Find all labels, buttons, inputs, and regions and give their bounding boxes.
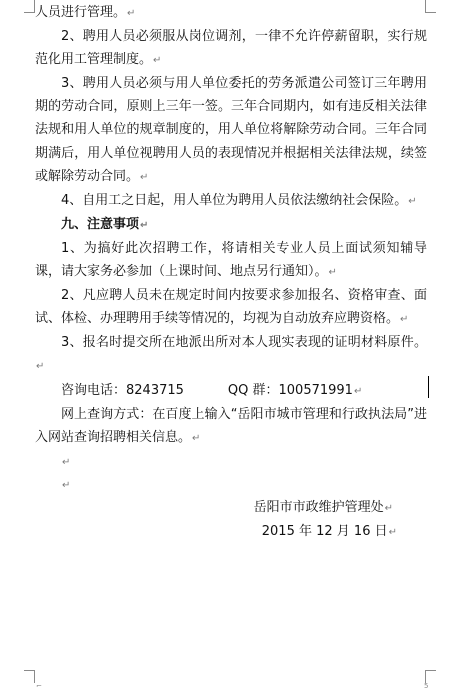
paragraph: [35, 1, 427, 25]
contact-line: [35, 379, 427, 403]
paragraph-mark-icon: ↵: [140, 219, 149, 231]
crop-mark-top-left: [24, 0, 35, 13]
page-number: 5: [424, 682, 429, 690]
paragraph-mark-icon: ↵: [192, 432, 201, 444]
paragraph: [35, 237, 427, 284]
paragraph-mark-icon: ↵: [36, 361, 45, 373]
document-body[interactable]: [35, 1, 427, 544]
paragraph-text: 2、凡应聘人员未在规定时间内按要求参加报名、资格审查、面试、体检、办理聘用手续等情况的，均视为自动放弃应聘资格。: [35, 288, 427, 327]
paragraph-text: 3、报名时提交所在地派出所对本人现实表现的证明材料原件。: [61, 335, 427, 351]
paragraph: [35, 331, 427, 378]
paragraph-mark-icon: ↵: [328, 267, 337, 279]
paragraph-text: 2、聘用人员必须服从岗位调剂，一律不允许停薪留职，实行规范化用工管理制度。: [35, 29, 427, 68]
paragraph: [35, 284, 427, 331]
paragraph-mark-icon: ↵: [62, 479, 71, 491]
signature-org: [35, 496, 427, 520]
paragraph-text: 人员进行管理。: [35, 5, 127, 20]
paragraph-mark-icon: ↵: [153, 55, 162, 67]
text-cursor: [428, 376, 429, 398]
contact-phone: 咨询电话：8243715: [61, 382, 184, 398]
paragraph-text: 3、聘用人员必须与用人单位委托的劳务派遣公司签订三年聘用期的劳动合同，原则上三年一签。三年合同期内，如有违反相关法律法规和用人单位的规章制度的，用人单位将解除劳动合同。三年合同期满后，用人单位视聘用人员的表现情况并根据相关法律法规，续签或解除劳动合同。: [35, 76, 427, 184]
paragraph-text: 4、自用工之日起，用人单位为聘用人员依法缴纳社会保险。: [61, 192, 408, 208]
footer-mark-icon: ⌐: [36, 682, 42, 690]
paragraph-mark-icon: ↵: [384, 502, 393, 514]
paragraph: [35, 72, 427, 188]
paragraph-mark-icon: ↵: [388, 527, 397, 539]
paragraph-mark-icon: ↵: [62, 456, 71, 468]
signature-org-text: 岳阳市市政维护管理处: [253, 499, 384, 515]
empty-line: [35, 450, 427, 473]
section-heading-text: 九、注意事项: [61, 216, 140, 232]
paragraph: [35, 25, 427, 72]
paragraph-mark-icon: ↵: [353, 385, 363, 397]
crop-mark-bottom-left: [24, 670, 35, 683]
section-heading: [35, 213, 427, 237]
signature-date-text: 2015 年 12 月 16 日: [261, 524, 388, 540]
online-query-paragraph: [35, 403, 427, 450]
paragraph-text: 1、为搞好此次招聘工作，将请相关专业人员上面试须知辅导课，请大家务必参加（上课时间、地点另行通知）。: [35, 240, 427, 280]
paragraph: [35, 189, 427, 213]
paragraph-mark-icon: ↵: [127, 8, 136, 19]
paragraph-mark-icon: ↵: [408, 195, 417, 207]
contact-qq: QQ 群：100571991: [227, 382, 353, 398]
online-query-text: 网上查询方式：在百度上输入“岳阳市城市管理和行政执法局”进入网站查询招聘相关信息。: [35, 406, 427, 445]
signature-date: [35, 520, 427, 544]
empty-line: [35, 473, 427, 496]
paragraph-mark-icon: ↵: [140, 171, 149, 183]
paragraph-mark-icon: ↵: [400, 314, 409, 326]
